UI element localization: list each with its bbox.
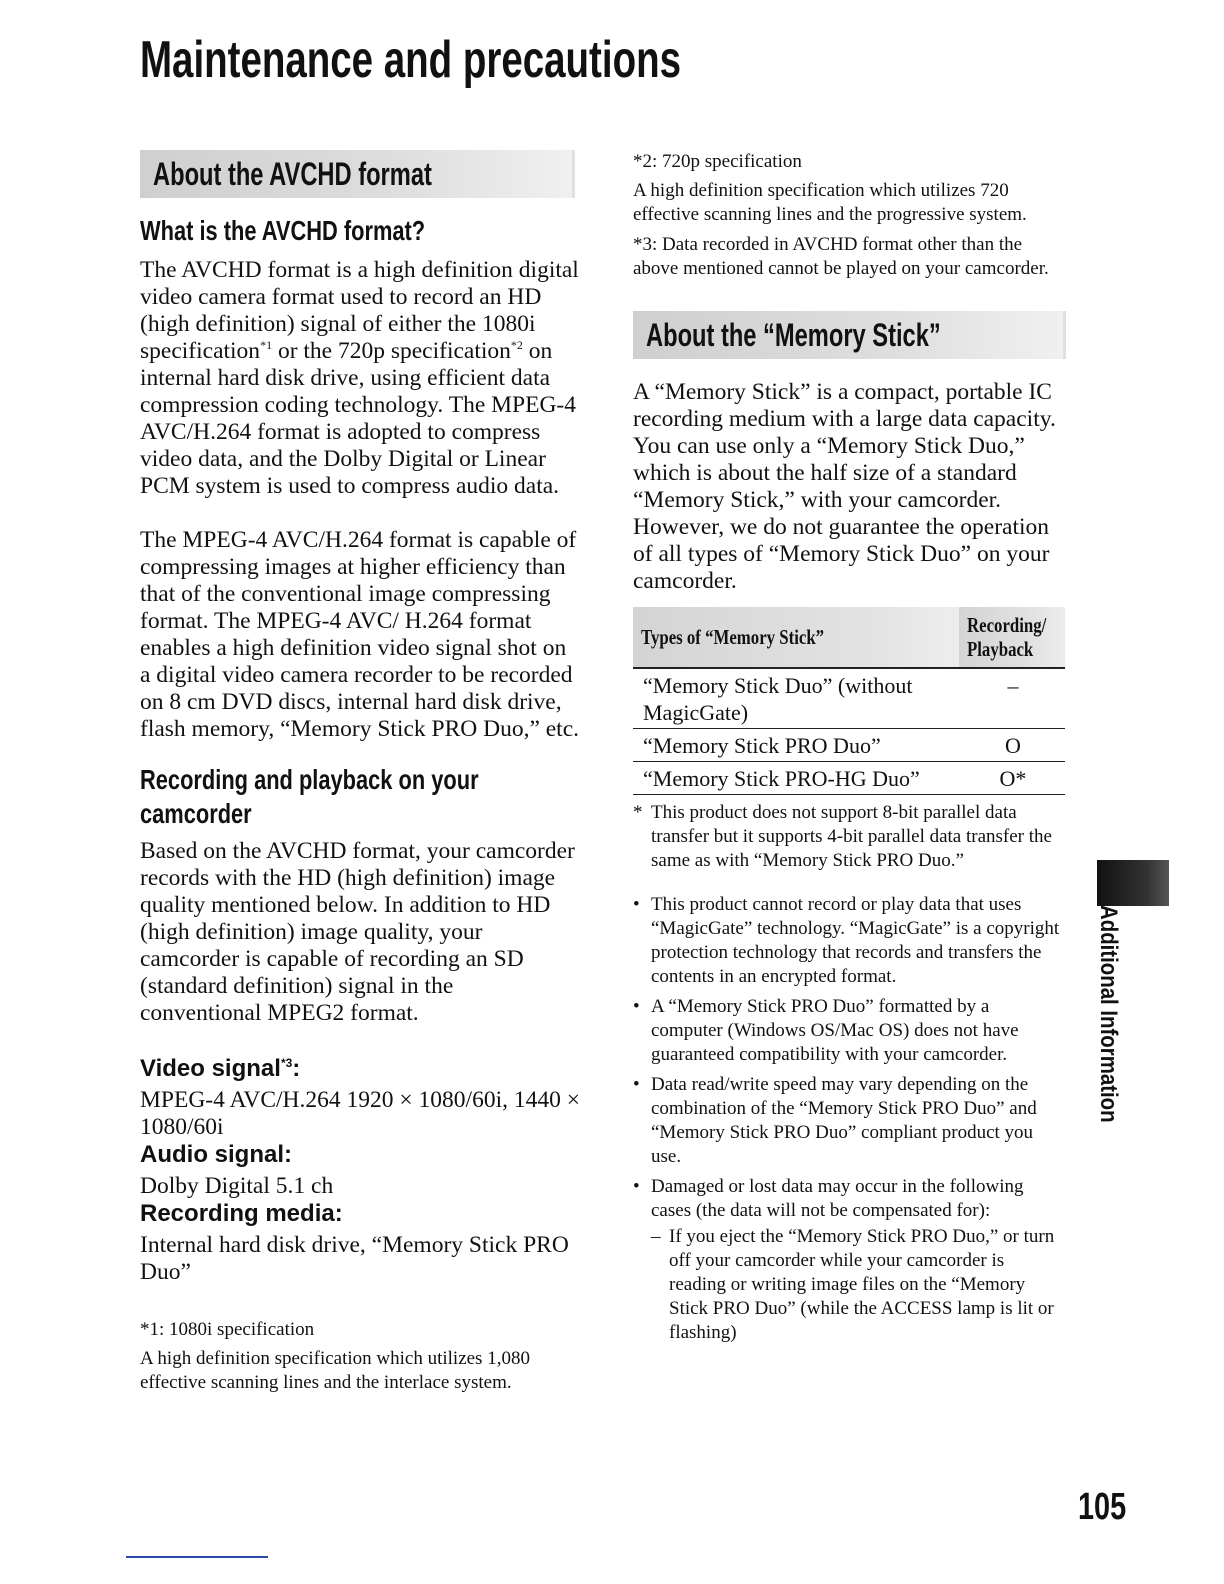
table-cell-type: “Memory Stick PRO Duo” <box>633 729 959 762</box>
list-item: • This product cannot record or play data that uses “MagicGate” technology. “MagicGate” is a copyright protection technology that records and transfers the contents in an encrypted format. <box>633 894 1060 987</box>
footnote-3-text: *3: Data recorded in AVCHD format other than the above mentioned cannot be played on your camcorder. <box>633 234 1049 279</box>
avchd-paragraph-2: The MPEG-4 AVC/H.264 format is capable of compressing images at higher efficiency than that of the conventional image compressing format. The MPEG-4 AVC/ H.264 format enables a high definition video signal shot on a digital video camera recorder to be recorded on 8 cm DVD discs, internal hard disk drive, flash memory, “Memory Stick PRO Duo,” etc. <box>140 527 580 742</box>
list-item: • Data read/write speed may vary depending on the combination of the “Memory Stick PRO Duo” and “Memory Stick PRO Duo” compliant product you use. <box>633 1074 1037 1167</box>
audio-signal-label: Audio signal: <box>140 1141 292 1168</box>
footnote-2-label: *2: 720p specification <box>633 151 802 172</box>
video-signal-value: MPEG-4 AVC/H.264 1920 × 1080/60i, 1440 × 1080/60i <box>140 1087 580 1140</box>
subheading-recording-playback: Recording and playback on your camcorder <box>140 764 479 829</box>
footnote-ref-2: *2 <box>510 338 523 353</box>
subheading-what-is-avchd: What is the AVCHD format? <box>140 215 426 246</box>
page-title: Maintenance and precautions <box>140 31 681 89</box>
footnote-2-text: A high definition specification which utilizes 720 effective scanning lines and the progressive system. <box>633 180 1027 225</box>
table-cell-type: “Memory Stick PRO-HG Duo” <box>633 762 959 795</box>
section-tab-marker <box>1097 860 1169 906</box>
table-row <box>633 729 1065 762</box>
memory-stick-intro: A “Memory Stick” is a compact, portable IC recording medium with a large data capacity. You can use only a “Memory Stick Duo,” which is about the half size of a standard “Memory Stick,” with your camcorder. However, we do not guarantee the operation of all types of “Memory Stick Duo” on your camcorder. <box>633 379 1056 594</box>
table-footnote: * This product does not support 8-bit parallel data transfer but it supports 4-bit parallel data transfer the same as with “Memory Stick PRO Duo.” <box>633 802 1052 871</box>
list-item: • A “Memory Stick PRO Duo” formatted by a computer (Windows OS/Mac OS) does not have guaranteed compatibility with your camcorder. <box>633 996 1019 1065</box>
table-cell-value: O* <box>959 762 1065 795</box>
footer-rule <box>126 1556 268 1558</box>
table-header-row <box>633 607 1065 668</box>
audio-signal-value: Dolby Digital 5.1 ch <box>140 1173 334 1199</box>
precaution-list <box>633 893 1065 1345</box>
footnote-1-label: *1: 1080i specification <box>140 1319 315 1340</box>
recording-paragraph: Based on the AVCHD format, your camcorder records with the HD (high definition) image quality mentioned below. In addition to HD (high definition) image quality, your camcorder is capable of recording an SD (standard definition) signal in the conventional MPEG2 format. <box>140 838 575 1026</box>
table-header-recording: Recording/ Playback <box>959 607 1065 668</box>
footnote-1-text: A high definition specification which utilizes 1,080 effective scanning lines and the interlace system. <box>140 1348 530 1393</box>
memory-stick-table <box>633 607 1065 795</box>
right-column <box>633 150 1065 1345</box>
recording-media-value: Internal hard disk drive, “Memory Stick PRO Duo” <box>140 1232 569 1285</box>
table-row <box>633 762 1065 795</box>
section-side-tab-label: Additional Information <box>1095 905 1122 1123</box>
section-banner-avchd <box>140 150 575 198</box>
left-column <box>140 150 580 1395</box>
table-row <box>633 668 1065 729</box>
section-banner-memory-stick <box>633 311 1066 359</box>
footnote-ref-1: *1 <box>260 338 273 353</box>
video-signal-label: Video signal$^{*3}$: <box>140 1055 301 1082</box>
table-header-type: Types of “Memory Stick” <box>633 607 959 668</box>
page-number: 105 <box>1078 1486 1127 1528</box>
table-cell-type: “Memory Stick Duo” (without MagicGate) <box>633 668 959 729</box>
section-heading-memory-stick: About the “Memory Stick” <box>646 317 941 353</box>
footnote-ref-3: *3 <box>280 1056 293 1070</box>
table-cell-value: – <box>959 668 1065 729</box>
table-cell-value: O <box>959 729 1065 762</box>
recording-media-label: Recording media: <box>140 1200 343 1227</box>
sub-list-item: – If you eject the “Memory Stick PRO Duo,” or turn off your camcorder while your camcorder is reading or writing image files on the “Memory Stick PRO Duo” (while the ACCESS lamp is lit or flashing) <box>651 1226 1055 1343</box>
avchd-paragraph-1: The AVCHD format is a high definition digital video camera format used to record an HD (high definition) signal of either the 1080i specification$^{*1}$ or the 720p specification$^{*2}$ on internal hard disk drive, using efficient data compression coding technology. The MPEG-4 AVC/H.264 format is adopted to compress video data, and the Dolby Digital or Linear PCM system is used to compress audio data. <box>140 257 579 499</box>
list-item: • Damaged or lost data may occur in the following cases (the data will not be compensated for): – If you eject the “Memory Stick PRO Duo,” or turn off your camcorder while your camcorder is reading or writing image files on the “Memory Stick PRO Duo” (while the ACCESS lamp is lit or flashing) <box>633 1175 1065 1345</box>
section-side-tab <box>1084 905 1124 1145</box>
section-heading-avchd: About the AVCHD format <box>153 156 432 192</box>
